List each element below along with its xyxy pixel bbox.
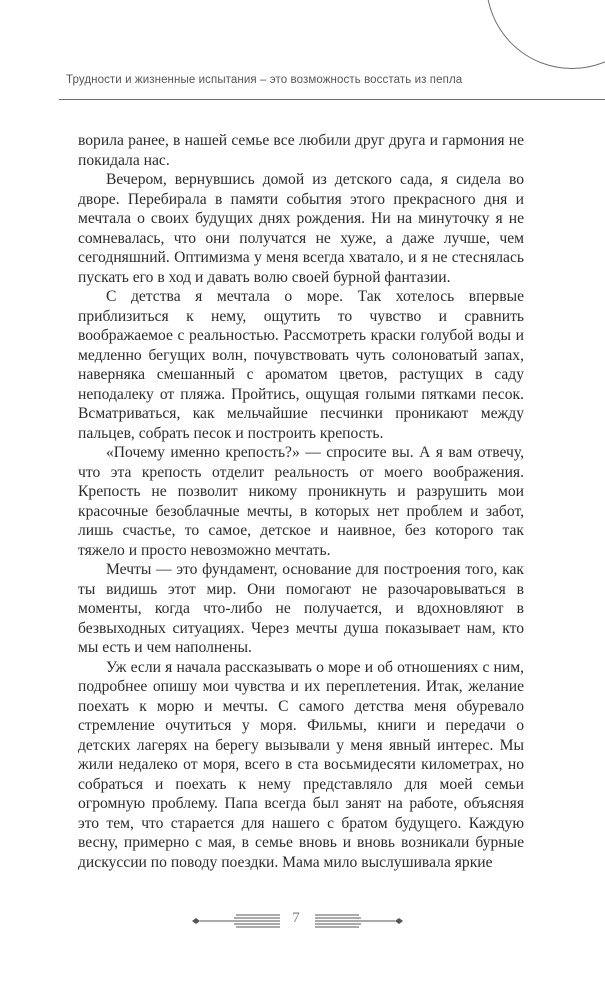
header-rule <box>59 99 605 100</box>
paragraph: Вечером, вернувшись домой из детского сада, я сидела во дворе. Перебирала в памяти события этого прекрасного дня и мечтала о своих будущих днях рождения. Ни на минуточку я не сомневалась, что они получатся не хуже, а даже лучше, чем сегодняшний. Оптимизма у меня всегда хватало, и я не стеснялась пускать его в ход и давать волю своей бурной фантазии. <box>78 171 524 286</box>
paragraph: ворила ранее, в нашей семье все любили друг друга и гармония не покидала нас. <box>78 132 524 169</box>
paragraph: С детства я мечтала о море. Так хотелось впервые приблизиться к нему, ощутить то чувство и сравнить воображаемое с реальностью. Рассмотреть краски голубой воды и медленно бегущих волн, почувствовать чуть солоноватый запах, наверняка смешанный с ароматом цветов, растущих в саду неподалеку от пляжа. Пройтись, ощущая голыми пятками песок. Всматриваться, как мельчайшие песчинки проникают между пальцев, собрать песок и построить крепость. <box>78 288 524 442</box>
ornament-right <box>313 909 405 933</box>
paragraph: Мечты — это фундамент, основание для построения того, как ты видишь этот мир. Они помогают не разочаровываться в моменты, когда что-либо не получается, и вдохновляют в безвыходных ситуациях. Через мечты душа показывает нам, кто мы есть и чем наполнены. <box>78 561 524 656</box>
body-text <box>78 131 524 872</box>
page-number: 7 <box>292 910 300 926</box>
decorative-circle <box>486 0 605 69</box>
paragraph: Уж если я начала рассказывать о море и об отношениях с ним, подробнее опишу мои чувства и их переплетения. Итак, желание поехать к морю и мечты. С самого детства меня обуревало стремление очутиться у моря. Фильмы, книги и передачи о детских лагерях на берегу вызывали у меня явный интерес. Мы жили недалеко от моря, всего в ста восьмидесяти километрах, но собраться и поехать к нему представляло для моей семьи огромную проблему. Папа всегда был занят на работе, объясняя это тем, что старается для нашего с братом будущего. Каждую весну, примерно с мая, в семье вновь и вновь возникали бурные дискуссии по поводу поездки. Мама мило выслушивала яркие <box>78 658 524 871</box>
running-head: Трудности и жизненные испытания – это возможность восстать из пепла <box>66 74 463 86</box>
paragraph: «Почему именно крепость?» — спросите вы. А я вам отвечу, что эта крепость отделит реальность от моего воображения. Крепость не позволит никому проникнуть и разрушить мои красочные безоблачные мечты, в которых нет проблем и забот, лишь счастье, то самое, детское и наивное, без которого так тяжело и просто невозможно мечтать. <box>78 444 524 559</box>
ornament-left <box>190 909 282 933</box>
